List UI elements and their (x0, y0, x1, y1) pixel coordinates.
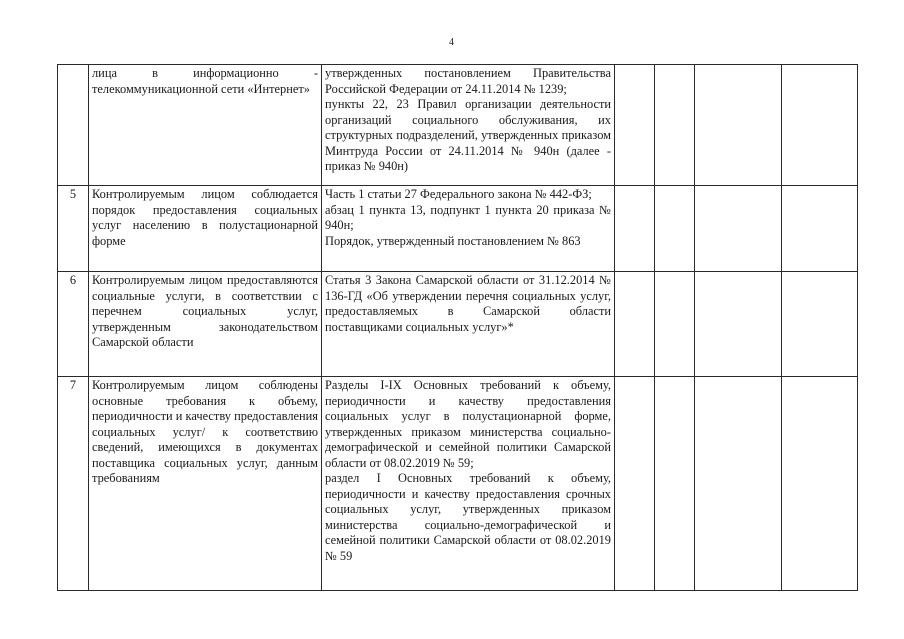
legal-basis-line: утвержденных постановлением Правительства Российской Федерации от 24.11.2014 № 1239; (325, 66, 611, 96)
legal-basis-line: Часть 1 статьи 27 Федерального закона № 442-ФЗ; (325, 187, 592, 201)
legal-basis (322, 186, 615, 272)
table-row (58, 272, 858, 377)
note-cell (782, 65, 858, 186)
answer-yes-cell (615, 186, 655, 272)
legal-basis-line: абзац 1 пункта 13, подпункт 1 пункта 20 приказа № 940н; (325, 202, 611, 232)
legal-basis (322, 65, 615, 186)
legal-basis-line: Порядок, утвержденный постановлением № 863 (325, 233, 581, 248)
table-row (58, 65, 858, 186)
answer-no-cell (655, 272, 695, 377)
legal-basis-line: пункты 22, 23 Правил организации деятельности организаций социального обслуживания, их структурных подразделений, утвержденных приказом Минтруда России от 24.11.2014 № 940н (далее - приказ № 940н) (325, 97, 611, 173)
requirement-text: Контролируемым лицом предоставляются социальные услуги, в соответствии с перечнем социальных услуг, утвержденным законодательством Самарской области (89, 272, 322, 377)
answer-na-cell (695, 65, 782, 186)
checklist-table (57, 64, 858, 591)
note-cell (782, 377, 858, 591)
table-row (58, 186, 858, 272)
requirement-text: лица в информационно - телекоммуникационной сети «Интернет» (89, 65, 322, 186)
requirement-text: Контролируемым лицом соблюдается порядок предоставления социальных услуг населению в полустационарной форме (89, 186, 322, 272)
answer-na-cell (695, 186, 782, 272)
note-cell (782, 186, 858, 272)
answer-yes-cell (615, 65, 655, 186)
legal-basis (322, 272, 615, 377)
table-row (58, 377, 858, 591)
row-number: 7 (58, 377, 89, 591)
answer-na-cell (695, 377, 782, 591)
row-number (58, 65, 89, 186)
legal-basis-line: Разделы I-IX Основных требований к объему, периодичности и качеству предоставления социальных услуг в полустационарной форме, утвержденных приказом министерства социально-демографической и семейной политики Самарской области от 08.02.2019 № 59; (325, 378, 611, 470)
legal-basis (322, 377, 615, 591)
page-number: 4 (449, 37, 455, 48)
answer-no-cell (655, 186, 695, 272)
answer-yes-cell (615, 377, 655, 591)
answer-na-cell (695, 272, 782, 377)
requirement-text: Контролируемым лицом соблюдены основные требования к объему, периодичности и качеству предоставления социальных услуг/ к соответствию сведений, имеющихся в документах поставщика социальных услуг, данным требованиям (89, 377, 322, 591)
legal-basis-line: Статья 3 Закона Самарской области от 31.12.2014 № 136-ГД «Об утверждении перечня социальных услуг, предоставляемых в Самарской области поставщиками социальных услуг»* (325, 273, 611, 334)
legal-basis-line: раздел I Основных требований к объему, периодичности и качеству предоставления срочных социальных услуг, утвержденных приказом министерства социально-демографической и семейной политики Самарской области от 08.02.2019 № 59 (325, 471, 611, 563)
answer-no-cell (655, 65, 695, 186)
note-cell (782, 272, 858, 377)
row-number: 5 (58, 186, 89, 272)
answer-yes-cell (615, 272, 655, 377)
row-number: 6 (58, 272, 89, 377)
answer-no-cell (655, 377, 695, 591)
